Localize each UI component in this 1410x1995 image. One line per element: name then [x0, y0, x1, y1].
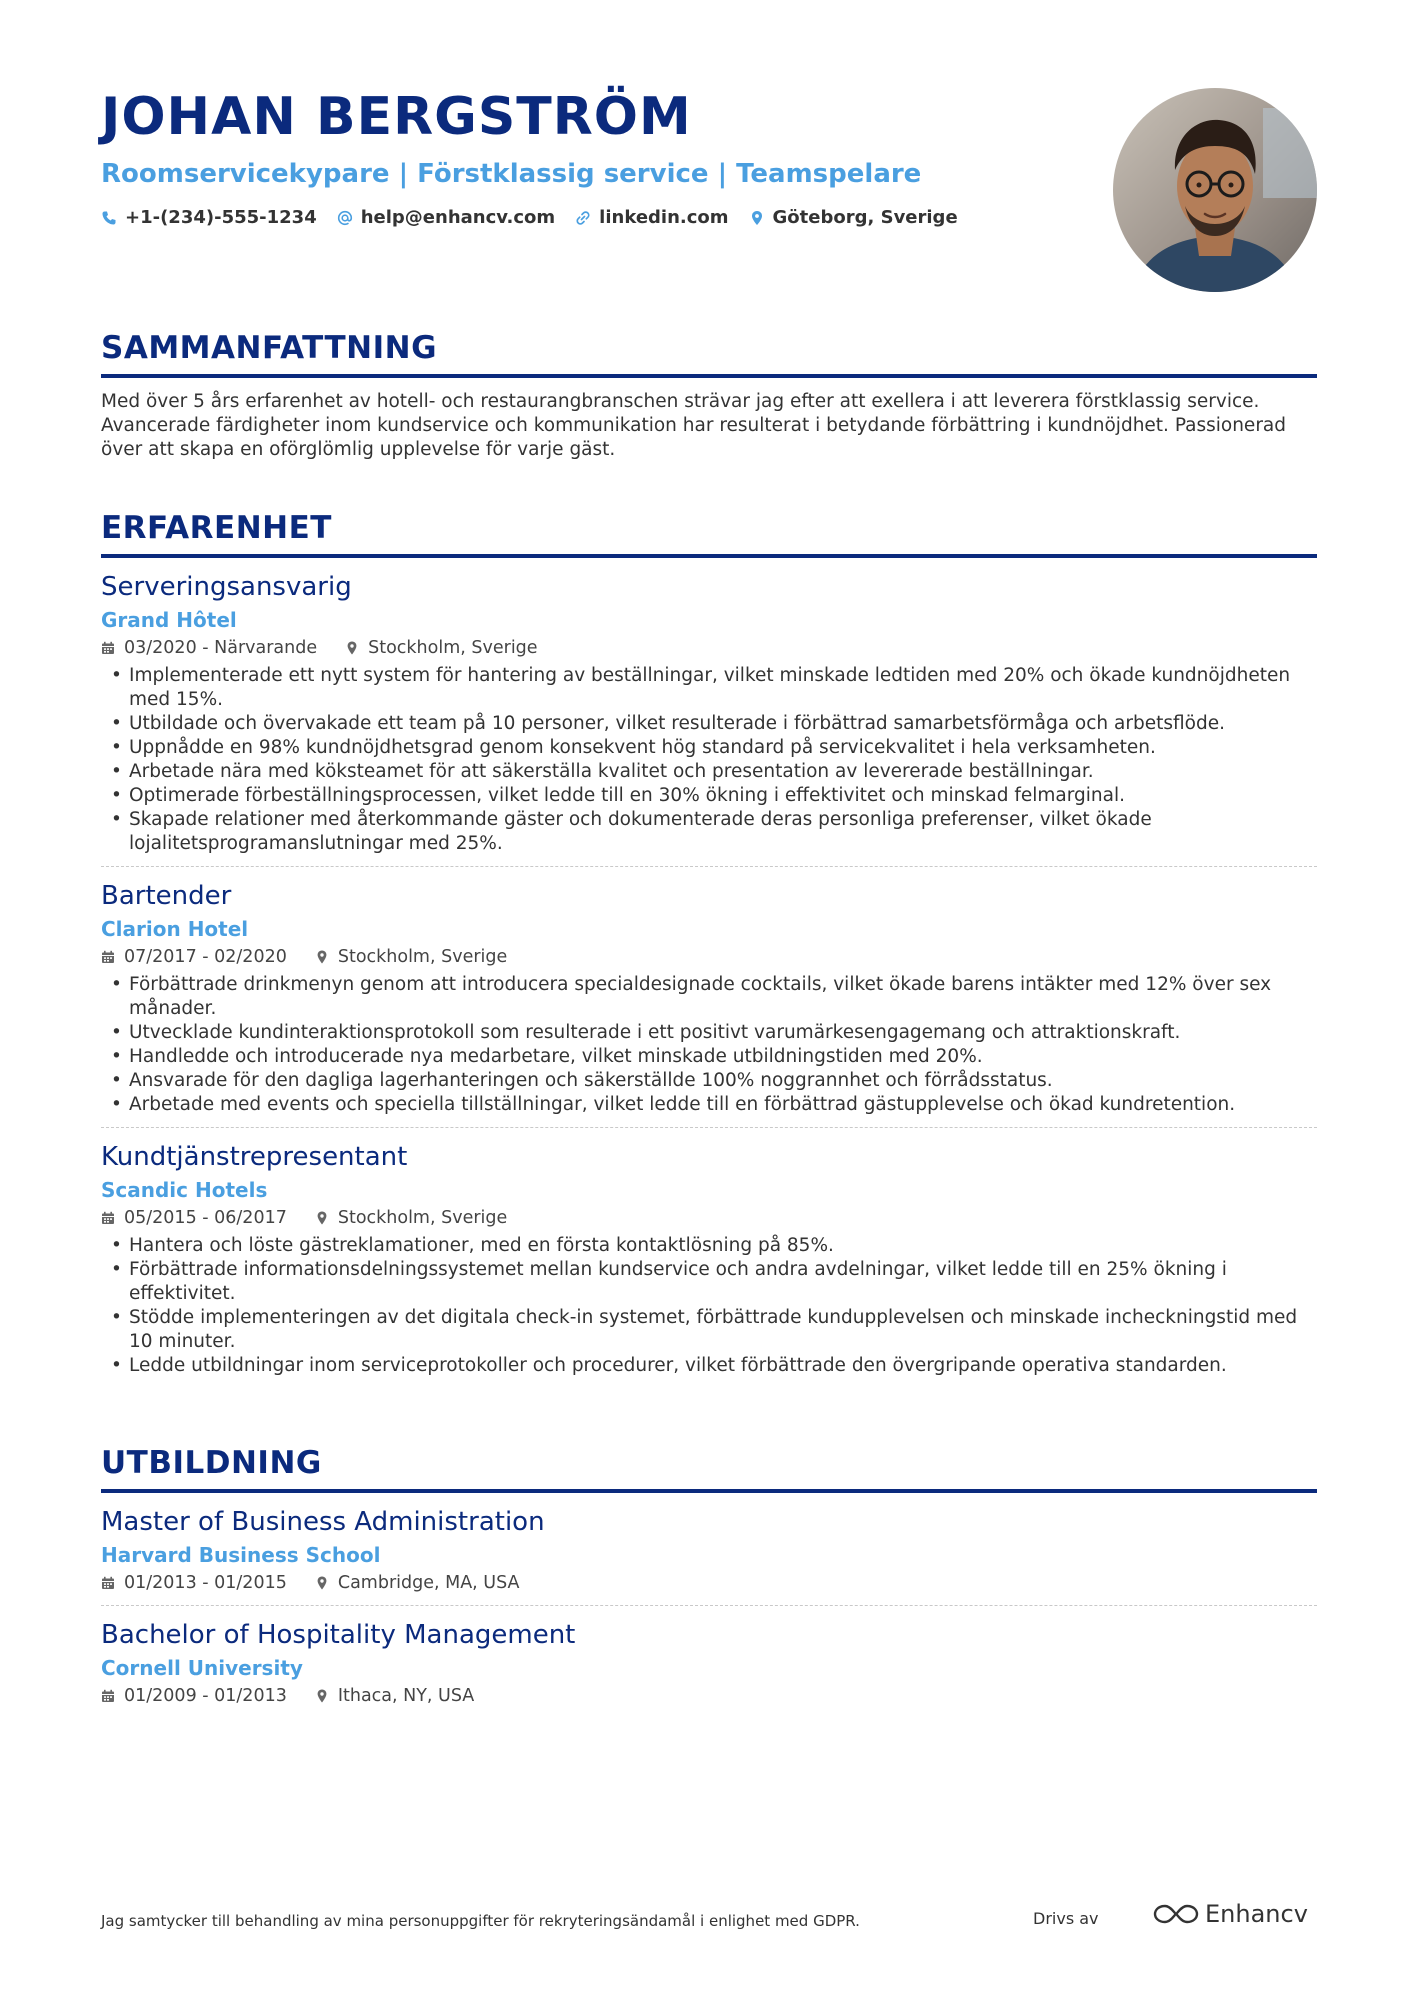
calendar-icon	[101, 1576, 115, 1590]
list-item: • Hantera och löste gästreklamationer, med en första kontaktlösning på 85%.	[101, 1234, 1317, 1258]
education-heading: UTBILDNING	[101, 1443, 1317, 1493]
job-meta	[101, 1206, 1317, 1230]
location-pin-icon	[749, 210, 765, 226]
education-degree: Master of Business Administration	[101, 1507, 545, 1537]
location-pin-icon	[345, 641, 359, 655]
candidate-name: JOHAN BERGSTRÖM	[101, 87, 692, 147]
contact-phone[interactable]	[101, 207, 317, 228]
job-meta	[101, 636, 1317, 660]
location-pin-icon	[315, 1211, 329, 1225]
list-item: • Stödde implementeringen av det digitala check-in systemet, förbättrade kundupplevelsen och minskade incheckningstid med 10 minuter.	[101, 1306, 1317, 1354]
list-item: • Skapade relationer med återkommande gäster och dokumenterade deras personliga preferenser, vilket ökade lojalitetsprogramanslutningar med 25%.	[101, 808, 1317, 856]
education-school: Cornell University	[101, 1656, 303, 1680]
job-role: Kundtjänstrepresentant	[101, 1142, 408, 1172]
education-section	[101, 1443, 1317, 1708]
education-dates: 01/2013 - 01/2015	[124, 1573, 287, 1593]
summary-text: Med över 5 års erfarenhet av hotell- och restaurangbranschen strävar jag efter att exellera i att leverera förstklassig service. Avancerade färdigheter inom kundservice och kommunikation har resulterat i betydande förbättring i kundnöjdhet. Passionerad över att skapa en oförglömlig upplevelse för varje gäst.	[101, 391, 1287, 460]
list-item: • Förbättrade drinkmenyn genom att introducera specialdesignade cocktails, vilket ökade barens intäkter med 12% över sex månader.	[101, 973, 1317, 1021]
education-meta	[101, 1684, 1317, 1708]
job-location: Stockholm, Sverige	[337, 947, 508, 967]
contact-row	[101, 207, 1061, 228]
education-location: Cambridge, MA, USA	[337, 1573, 520, 1593]
job-dates: 05/2015 - 06/2017	[124, 1208, 287, 1228]
location-pin-icon	[315, 1576, 329, 1590]
list-item: • Optimerade förbeställningsprocessen, vilket ledde till en 30% ökning i effektivitet och minskad felmarginal.	[101, 784, 1317, 808]
location-pin-icon	[315, 950, 329, 964]
job-entry	[101, 558, 1317, 856]
education-entry	[101, 1605, 1317, 1708]
list-item: • Implementerade ett nytt system för hantering av beställningar, vilket minskade ledtiden med 20% och ökade kundnöjdheten med 15%.	[101, 664, 1317, 712]
location-text: Göteborg, Sverige	[772, 207, 958, 228]
list-item: • Uppnådde en 98% kundnöjdhetsgrad genom konsekvent hög standard på servicekvalitet i hela verksamheten.	[101, 736, 1317, 760]
job-location: Stockholm, Sverige	[337, 1208, 508, 1228]
calendar-icon	[101, 1689, 115, 1703]
education-degree: Bachelor of Hospitality Management	[101, 1620, 576, 1650]
calendar-icon	[101, 950, 115, 964]
contact-linkedin[interactable]	[575, 207, 728, 228]
list-item: • Handledde och introducerade nya medarbetare, vilket minskade utbildningstiden med 20%.	[101, 1045, 1317, 1069]
job-company: Grand Hôtel	[101, 608, 237, 632]
list-item: • Ansvarade för den dagliga lagerhanteringen och säkerställde 100% noggrannhet och förrådsstatus.	[101, 1069, 1317, 1093]
profile-photo	[1113, 88, 1317, 292]
job-bullets	[101, 973, 1317, 1117]
phone-icon	[101, 210, 117, 226]
linkedin-text: linkedin.com	[599, 207, 729, 228]
brand-name: Enhancv	[1205, 1900, 1308, 1928]
job-bullets	[101, 664, 1317, 856]
calendar-icon	[101, 641, 115, 655]
job-entry	[101, 866, 1317, 1117]
job-dates: 07/2017 - 02/2020	[124, 947, 287, 967]
contact-email[interactable]	[337, 207, 555, 228]
calendar-icon	[101, 1211, 115, 1225]
education-location: Ithaca, NY, USA	[337, 1686, 475, 1706]
candidate-title: Roomservicekypare | Förstklassig service | Teamspelare	[101, 159, 922, 189]
list-item: • Förbättrade informationsdelningssystemet mellan kundservice och andra avdelningar, vilket ledde till en 25% ökning i effektivitet.	[101, 1258, 1317, 1306]
powered-by-label: Drivs av	[1033, 1909, 1099, 1928]
infinity-logo-icon	[1153, 1902, 1199, 1926]
link-icon	[575, 210, 591, 226]
email-text: help@enhancv.com	[360, 207, 556, 228]
list-item: • Arbetade med events och speciella tillställningar, vilket ledde till en förbättrad gästupplevelse och ökad kundretention.	[101, 1093, 1317, 1117]
resume-header	[101, 85, 1061, 228]
job-company: Clarion Hotel	[101, 917, 249, 941]
experience-heading: ERFARENHET	[101, 508, 1317, 558]
contact-location	[749, 207, 958, 228]
education-meta	[101, 1571, 1317, 1595]
enhancv-logo[interactable]	[1153, 1900, 1308, 1928]
job-entry	[101, 1127, 1317, 1378]
job-meta	[101, 945, 1317, 969]
list-item: • Arbetade nära med köksteamet för att säkerställa kvalitet och presentation av levererade beställningar.	[101, 760, 1317, 784]
list-item: • Utbildade och övervakade ett team på 10 personer, vilket resulterade i förbättrad samarbetsförmåga och arbetsflöde.	[101, 712, 1317, 736]
job-dates: 03/2020 - Närvarande	[124, 638, 318, 658]
job-bullets	[101, 1234, 1317, 1378]
list-item: • Ledde utbildningar inom serviceprotokoller och procedurer, vilket förbättrade den övergripande operativa standarden.	[101, 1354, 1317, 1378]
phone-text: +1-(234)-555-1234	[125, 207, 317, 228]
location-pin-icon	[315, 1689, 329, 1703]
job-location: Stockholm, Sverige	[368, 638, 538, 658]
education-school: Harvard Business School	[101, 1543, 381, 1567]
education-dates: 01/2009 - 01/2013	[124, 1686, 287, 1706]
gdpr-consent: Jag samtycker till behandling av mina personuppgifter för rekryteringsändamål i enlighet med GDPR.	[101, 1912, 860, 1930]
at-sign-icon	[337, 210, 353, 226]
list-item: • Utvecklade kundinteraktionsprotokoll som resulterade i ett positivt varumärkesengagemang och attraktionskraft.	[101, 1021, 1317, 1045]
job-role: Serveringsansvarig	[101, 572, 352, 602]
job-role: Bartender	[101, 881, 232, 911]
job-company: Scandic Hotels	[101, 1178, 268, 1202]
education-entry	[101, 1493, 1317, 1595]
experience-section	[101, 508, 1317, 1378]
summary-section	[101, 328, 1317, 462]
summary-heading: SAMMANFATTNING	[101, 328, 1317, 378]
